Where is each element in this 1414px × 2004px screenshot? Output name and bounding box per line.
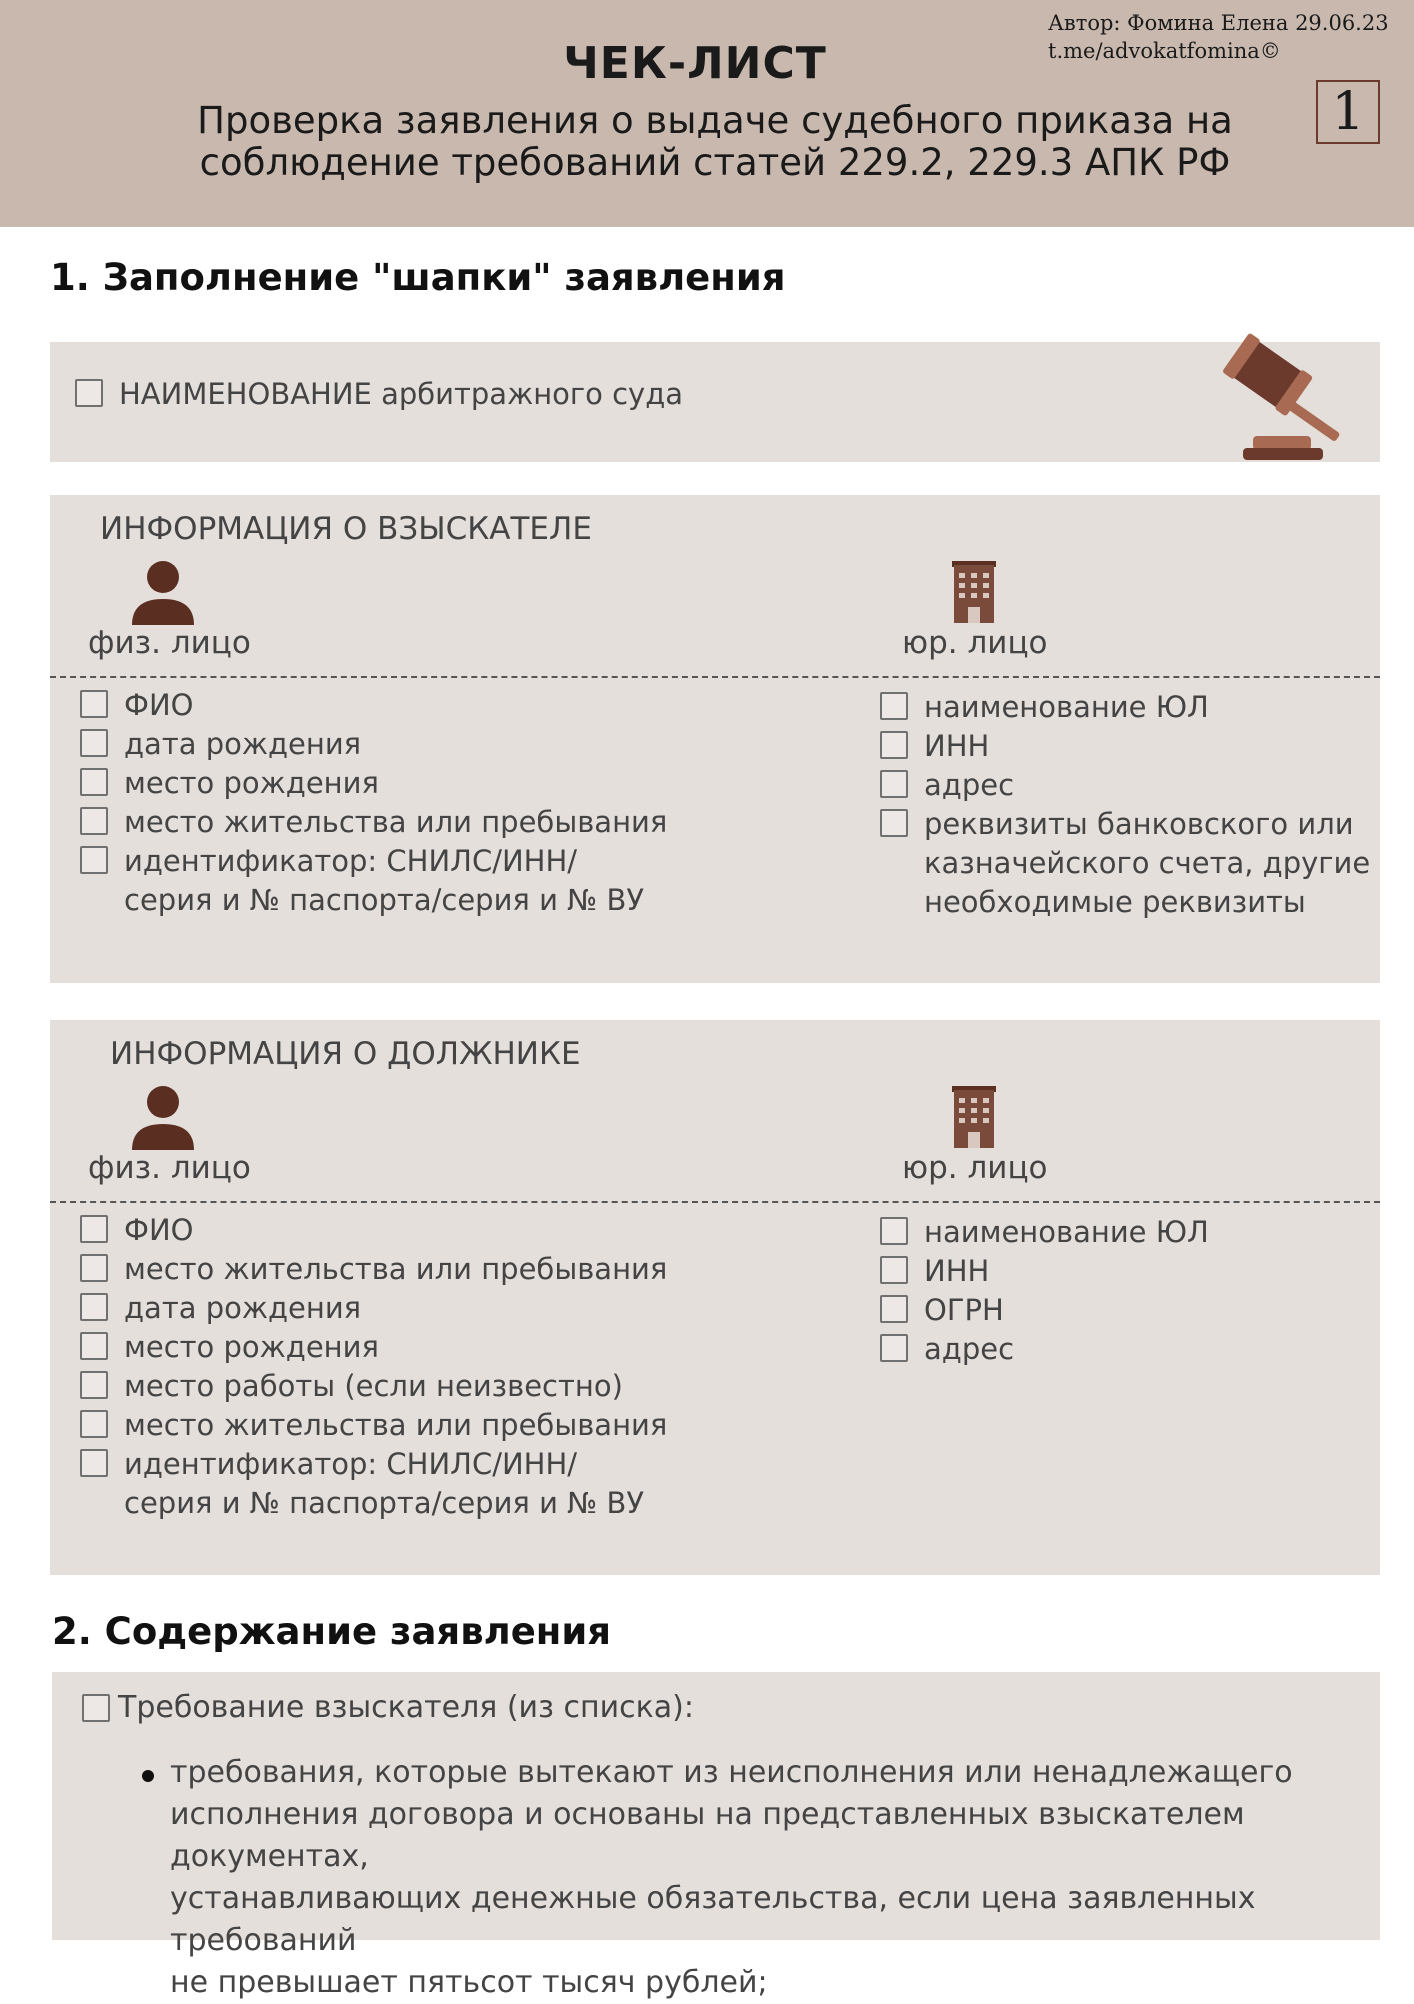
checkbox[interactable]	[880, 731, 908, 759]
page-title: ЧЕК-ЛИСТ	[563, 38, 827, 89]
item-label: ОГРН	[924, 1293, 1004, 1327]
subtitle-line-2: соблюдение требований статей 229.2, 229.3 АПК РФ	[199, 141, 1231, 184]
item-label: реквизиты банковского или	[924, 807, 1354, 841]
item-label: место жительства или пребывания	[124, 805, 668, 839]
item-label: серия и № паспорта/серия и № ВУ	[124, 1486, 645, 1520]
checkbox[interactable]	[880, 692, 908, 720]
item-label: место жительства или пребывания	[124, 1252, 668, 1286]
header-band	[0, 0, 1414, 227]
bullet-line: не превышает пятьсот тысяч рублей;	[170, 1965, 768, 2000]
court-panel	[50, 342, 1380, 462]
checkbox[interactable]	[80, 846, 108, 874]
item-label: место жительства или пребывания	[124, 1408, 668, 1442]
checkbox[interactable]	[80, 1332, 108, 1360]
author-name-date: Автор: Фомина Елена 29.06.23	[1048, 11, 1389, 35]
checkbox[interactable]	[80, 690, 108, 718]
checkbox[interactable]	[880, 770, 908, 798]
item-label: серия и № паспорта/серия и № ВУ	[124, 883, 645, 917]
checkbox[interactable]	[880, 1217, 908, 1245]
item-label: необходимые реквизиты	[924, 885, 1306, 919]
author-link[interactable]: t.me/advokatfomina©	[1048, 39, 1281, 63]
bullet-line: устанавливающих денежные обязательства, если цена заявленных требований	[170, 1881, 1256, 1958]
person-icon	[130, 561, 196, 625]
person-icon	[130, 1086, 196, 1150]
debtor-panel	[50, 1020, 1380, 1575]
item-label: адрес	[924, 768, 1015, 802]
item-label: адрес	[924, 1332, 1015, 1366]
checkbox[interactable]	[80, 1410, 108, 1438]
checkbox[interactable]	[80, 729, 108, 757]
item-label: наименование ЮЛ	[924, 1215, 1209, 1249]
item-label: казначейского счета, другие	[924, 846, 1371, 880]
item-label: идентификатор: СНИЛС/ИНН/	[124, 1447, 578, 1481]
item-label: ИНН	[924, 729, 990, 763]
debtor-individual-label: физ. лицо	[88, 1150, 251, 1186]
debtor-heading: ИНФОРМАЦИЯ О ДОЛЖНИКЕ	[110, 1036, 581, 1072]
item-label: ФИО	[124, 688, 194, 722]
claimant-panel	[50, 495, 1380, 983]
claimant-heading: ИНФОРМАЦИЯ О ВЗЫСКАТЕЛЕ	[100, 511, 592, 547]
item-label: ИНН	[924, 1254, 990, 1288]
gavel-icon	[1215, 330, 1365, 460]
section-1-title: 1. Заполнение "шапки" заявления	[50, 256, 786, 299]
building-icon	[950, 561, 998, 623]
checkbox[interactable]	[75, 379, 103, 407]
item-label: место рождения	[124, 766, 379, 800]
debtor-legal-label: юр. лицо	[902, 1150, 1048, 1186]
checkbox[interactable]	[880, 1334, 908, 1362]
claimant-legal-label: юр. лицо	[902, 625, 1048, 661]
checkbox[interactable]	[80, 807, 108, 835]
claimant-individual-label: физ. лицо	[88, 625, 251, 661]
checkbox[interactable]	[80, 768, 108, 796]
checkbox[interactable]	[80, 1371, 108, 1399]
page-subtitle	[195, 100, 1235, 184]
requirement-label: Требование взыскателя (из списка):	[118, 1690, 694, 1725]
item-label: дата рождения	[124, 727, 362, 761]
section-2-title: 2. Содержание заявления	[52, 1610, 612, 1653]
building-icon	[950, 1086, 998, 1148]
requirement-bullet-text	[170, 1752, 1380, 2004]
checkbox[interactable]	[880, 1295, 908, 1323]
item-label: идентификатор: СНИЛС/ИНН/	[124, 844, 578, 878]
page-number: 1	[1316, 80, 1380, 144]
checkbox[interactable]	[80, 1215, 108, 1243]
checkbox[interactable]	[82, 1694, 110, 1722]
item-label: ФИО	[124, 1213, 194, 1247]
item-label: место рождения	[124, 1330, 379, 1364]
bullet-line: исполнения договора и основаны на представленных взыскателем документах,	[170, 1797, 1245, 1874]
item-label: наименование ЮЛ	[924, 690, 1209, 724]
item-label: место работы (если неизвестно)	[124, 1369, 623, 1403]
bullet-line: требования, которые вытекают из неисполнения или ненадлежащего	[170, 1755, 1293, 1790]
checkbox[interactable]	[80, 1449, 108, 1477]
checkbox[interactable]	[80, 1293, 108, 1321]
checkbox[interactable]	[80, 1254, 108, 1282]
item-label: дата рождения	[124, 1291, 362, 1325]
divider	[50, 1201, 1380, 1203]
bullet	[142, 1770, 154, 1782]
divider	[50, 676, 1380, 678]
checkbox[interactable]	[880, 1256, 908, 1284]
subtitle-line-1: Проверка заявления о выдаче судебного приказа на	[197, 99, 1233, 142]
author-info	[1048, 9, 1389, 65]
requirements-panel	[52, 1672, 1380, 2000]
checkbox[interactable]	[880, 809, 908, 837]
court-name-label: НАИМЕНОВАНИЕ арбитражного суда	[119, 377, 684, 411]
